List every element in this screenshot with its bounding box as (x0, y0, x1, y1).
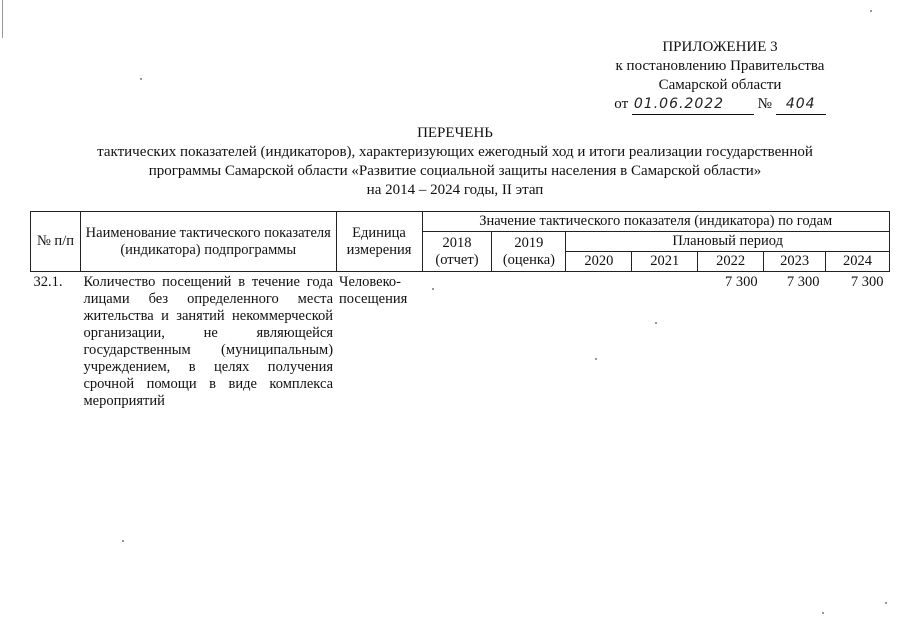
indicators-table (30, 211, 890, 412)
row-value-2020 (566, 272, 632, 413)
scan-margin-mark (2, 0, 3, 38)
heading-line-3: на 2014 – 2024 годы, II этап (366, 182, 544, 198)
header-name: Наименование тактического показателя (индикатора) подпрограммы (80, 212, 336, 272)
scan-speck (655, 322, 657, 324)
scan-speck (822, 612, 824, 614)
header-2018: 2018 (отчет) (422, 232, 492, 272)
scan-speck (885, 602, 887, 604)
row-value-2024: 7 300 (850, 274, 884, 290)
date-prefix: от (614, 96, 629, 112)
header-2024: 2024 (826, 252, 890, 272)
row-value-2021 (632, 272, 698, 413)
table-row (31, 272, 890, 413)
header-2019: 2019 (оценка) (492, 232, 566, 272)
header-2021: 2021 (632, 252, 698, 272)
appendix-title: ПРИЛОЖЕНИЕ 3 (662, 39, 778, 55)
scan-speck (432, 288, 434, 290)
header-2022: 2022 (698, 252, 764, 272)
header-values-group: Значение тактического показателя (индикатора) по годам (422, 212, 890, 232)
handwritten-date: 01.06.2022 (632, 95, 754, 115)
row-num: 32.1. (33, 274, 63, 290)
header-2023: 2023 (764, 252, 826, 272)
row-unit: Человеко-посещения (339, 274, 408, 307)
document-heading (60, 124, 850, 200)
number-prefix: № (757, 96, 772, 112)
appendix-block (560, 38, 880, 115)
header-unit: Единица измерения (336, 212, 422, 272)
heading-line-1: тактических показателей (индикаторов), характеризующих ежегодный ход и итоги реализации государственной (97, 144, 813, 160)
scan-speck (122, 540, 124, 542)
header-planned-period: Плановый период (566, 232, 890, 252)
appendix-line-2: Самарской области (658, 77, 782, 93)
row-name: Количество посещений в течение года лицами без определенного места жительства и занятий некоммерческой организации, не являющейся государственным (муниципальным) учреждением, в целях получения срочной помощи в виде комплекса мероприятий (83, 274, 334, 409)
appendix-line-1: к постановлению Правительства (615, 58, 825, 74)
row-value-2022: 7 300 (724, 274, 758, 290)
handwritten-number: 404 (776, 95, 826, 115)
scan-speck (870, 10, 872, 12)
document-title: ПЕРЕЧЕНЬ (417, 125, 493, 141)
header-2020: 2020 (566, 252, 632, 272)
scan-speck (595, 358, 597, 360)
row-value-2023: 7 300 (786, 274, 820, 290)
appendix-date-line (560, 95, 880, 115)
row-value-2019 (492, 272, 566, 413)
header-num: № п/п (31, 212, 81, 272)
heading-line-2: программы Самарской области «Развитие социальной защиты населения в Самарской области» (148, 163, 762, 179)
scan-speck (140, 78, 142, 80)
row-value-2018 (422, 272, 492, 413)
